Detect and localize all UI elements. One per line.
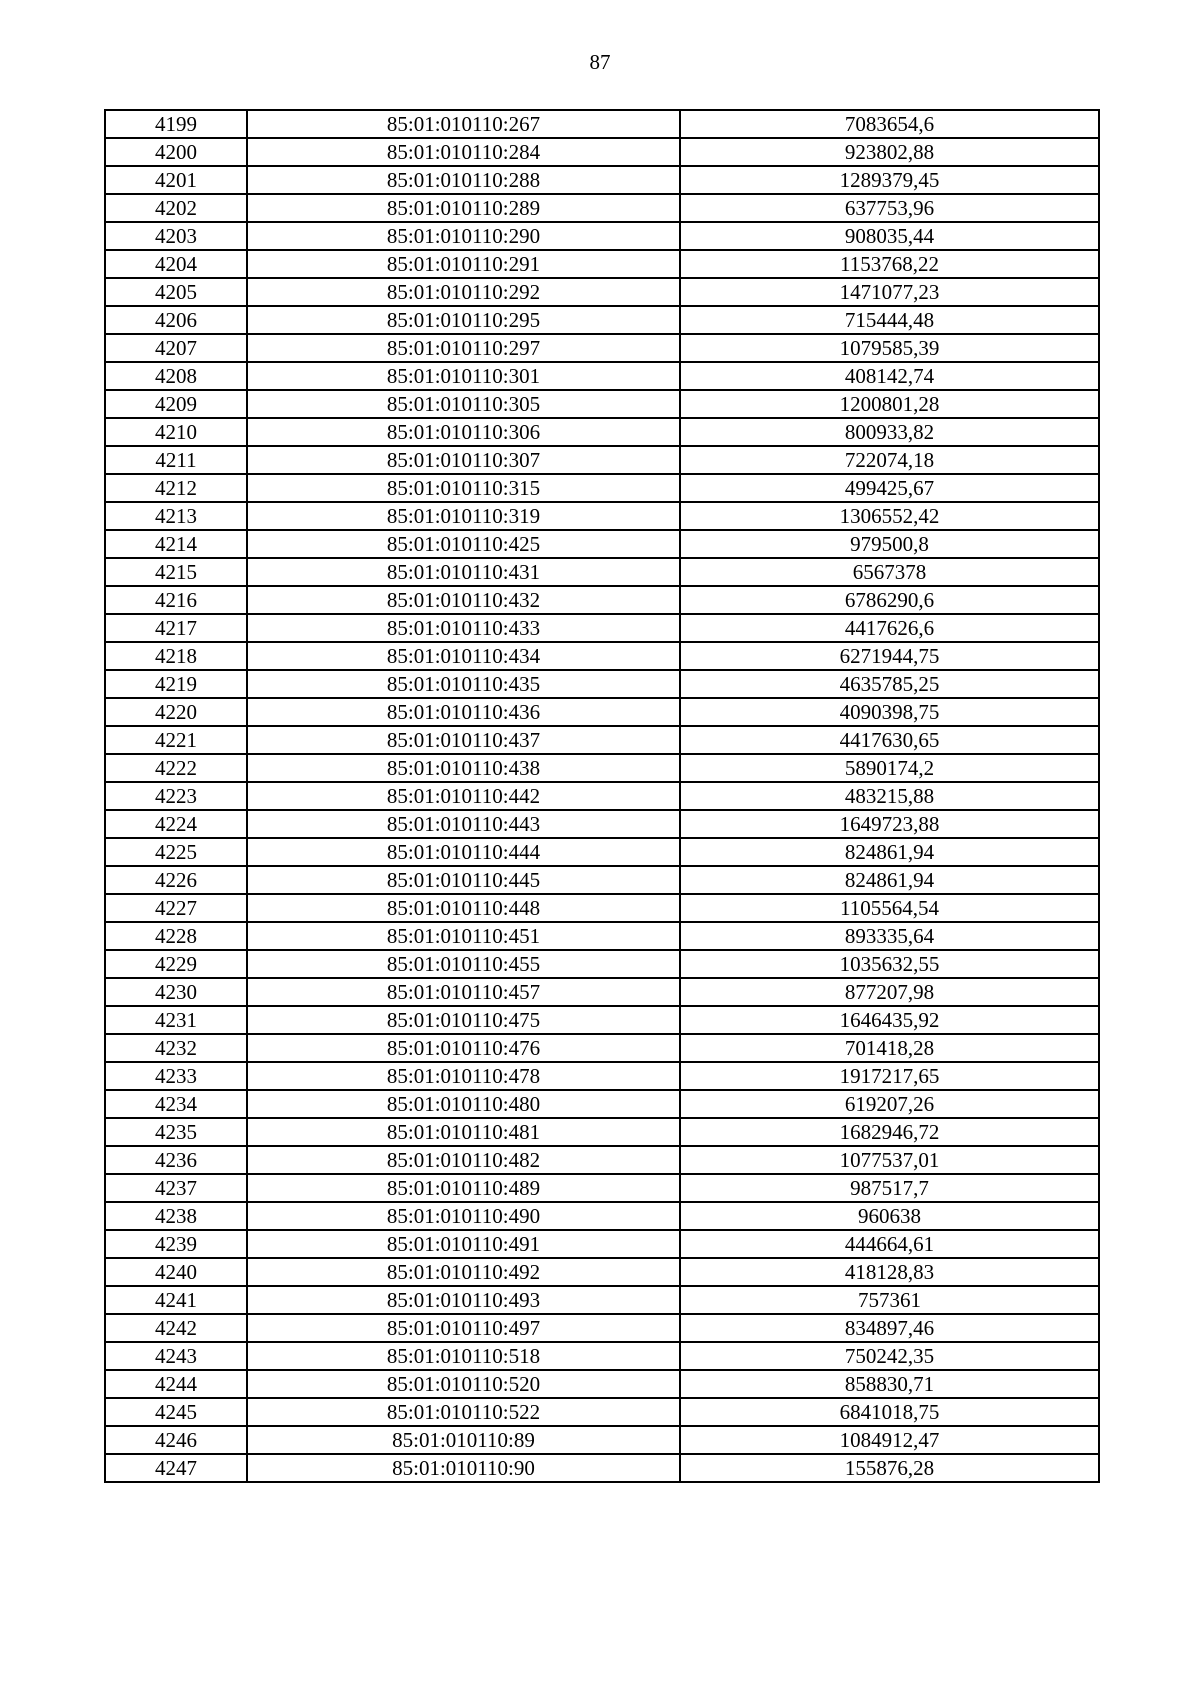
table-row [105,194,1099,222]
row-number-cell: 4241 [105,1286,247,1314]
cadastral-value-cell: 1084912,47 [680,1426,1099,1454]
cadastral-number-cell: 85:01:010110:493 [247,1286,680,1314]
cadastral-number-cell: 85:01:010110:291 [247,250,680,278]
cadastral-value-cell: 6786290,6 [680,586,1099,614]
cadastral-number-cell: 85:01:010110:445 [247,866,680,894]
table-row [105,950,1099,978]
table-row [105,810,1099,838]
table-row [105,1118,1099,1146]
cadastral-value-cell: 1200801,28 [680,390,1099,418]
cadastral-value-cell: 923802,88 [680,138,1099,166]
table-row [105,390,1099,418]
cadastral-value-cell: 1306552,42 [680,502,1099,530]
cadastral-number-cell: 85:01:010110:522 [247,1398,680,1426]
row-number-cell: 4222 [105,754,247,782]
row-number-cell: 4201 [105,166,247,194]
cadastral-number-cell: 85:01:010110:457 [247,978,680,1006]
cadastral-number-cell: 85:01:010110:520 [247,1370,680,1398]
row-number-cell: 4230 [105,978,247,1006]
row-number-cell: 4218 [105,642,247,670]
table-row [105,334,1099,362]
table-row [105,474,1099,502]
table-row [105,1062,1099,1090]
cadastral-value-cell: 1079585,39 [680,334,1099,362]
cadastral-number-cell: 85:01:010110:307 [247,446,680,474]
cadastral-value-cell: 750242,35 [680,1342,1099,1370]
table-row [105,754,1099,782]
row-number-cell: 4199 [105,110,247,138]
cadastral-value-cell: 6567378 [680,558,1099,586]
table-row [105,138,1099,166]
row-number-cell: 4206 [105,306,247,334]
table-row [105,866,1099,894]
cadastral-value-cell: 7083654,6 [680,110,1099,138]
cadastral-value-cell: 701418,28 [680,1034,1099,1062]
table-row [105,1454,1099,1482]
table-row [105,530,1099,558]
row-number-cell: 4236 [105,1146,247,1174]
row-number-cell: 4238 [105,1202,247,1230]
cadastral-number-cell: 85:01:010110:492 [247,1258,680,1286]
row-number-cell: 4223 [105,782,247,810]
table-row [105,922,1099,950]
row-number-cell: 4214 [105,530,247,558]
cadastral-value-cell: 960638 [680,1202,1099,1230]
table-row [105,1006,1099,1034]
cadastral-value-cell: 1471077,23 [680,278,1099,306]
cadastral-number-cell: 85:01:010110:435 [247,670,680,698]
cadastral-number-cell: 85:01:010110:305 [247,390,680,418]
cadastral-value-cell: 1105564,54 [680,894,1099,922]
cadastral-value-cell: 483215,88 [680,782,1099,810]
table-row [105,1426,1099,1454]
cadastral-value-cell: 4417626,6 [680,614,1099,642]
cadastral-number-cell: 85:01:010110:301 [247,362,680,390]
row-number-cell: 4239 [105,1230,247,1258]
table-row [105,278,1099,306]
row-number-cell: 4226 [105,866,247,894]
cadastral-number-cell: 85:01:010110:442 [247,782,680,810]
row-number-cell: 4211 [105,446,247,474]
cadastral-number-cell: 85:01:010110:497 [247,1314,680,1342]
table-row [105,1258,1099,1286]
cadastral-number-cell: 85:01:010110:482 [247,1146,680,1174]
row-number-cell: 4210 [105,418,247,446]
cadastral-number-cell: 85:01:010110:433 [247,614,680,642]
table-row [105,586,1099,614]
cadastral-value-cell: 824861,94 [680,838,1099,866]
table-row [105,558,1099,586]
row-number-cell: 4209 [105,390,247,418]
cadastral-value-cell: 1682946,72 [680,1118,1099,1146]
cadastral-number-cell: 85:01:010110:436 [247,698,680,726]
cadastral-number-cell: 85:01:010110:90 [247,1454,680,1482]
cadastral-value-cell: 1289379,45 [680,166,1099,194]
row-number-cell: 4200 [105,138,247,166]
cadastral-value-cell: 1649723,88 [680,810,1099,838]
row-number-cell: 4246 [105,1426,247,1454]
row-number-cell: 4216 [105,586,247,614]
table-row [105,1146,1099,1174]
cadastral-value-cell: 800933,82 [680,418,1099,446]
cadastral-value-cell: 6841018,75 [680,1398,1099,1426]
row-number-cell: 4205 [105,278,247,306]
cadastral-number-cell: 85:01:010110:306 [247,418,680,446]
cadastral-value-cell: 6271944,75 [680,642,1099,670]
row-number-cell: 4244 [105,1370,247,1398]
table-body [105,110,1099,1482]
cadastral-number-cell: 85:01:010110:476 [247,1034,680,1062]
cadastral-number-cell: 85:01:010110:289 [247,194,680,222]
table-row [105,1398,1099,1426]
cadastral-value-cell: 418128,83 [680,1258,1099,1286]
table-row [105,614,1099,642]
cadastral-value-cell: 715444,48 [680,306,1099,334]
table-row [105,1230,1099,1258]
row-number-cell: 4232 [105,1034,247,1062]
cadastral-number-cell: 85:01:010110:432 [247,586,680,614]
cadastral-value-cell: 877207,98 [680,978,1099,1006]
cadastral-number-cell: 85:01:010110:491 [247,1230,680,1258]
row-number-cell: 4235 [105,1118,247,1146]
table-row [105,362,1099,390]
row-number-cell: 4242 [105,1314,247,1342]
cadastral-value-cell: 824861,94 [680,866,1099,894]
cadastral-value-cell: 858830,71 [680,1370,1099,1398]
row-number-cell: 4247 [105,1454,247,1482]
cadastral-value-cell: 408142,74 [680,362,1099,390]
row-number-cell: 4202 [105,194,247,222]
cadastral-value-cell: 619207,26 [680,1090,1099,1118]
cadastral-value-cell: 1035632,55 [680,950,1099,978]
table-row [105,782,1099,810]
row-number-cell: 4234 [105,1090,247,1118]
cadastral-number-cell: 85:01:010110:480 [247,1090,680,1118]
cadastral-value-cell: 979500,8 [680,530,1099,558]
cadastral-number-cell: 85:01:010110:297 [247,334,680,362]
cadastral-value-cell: 1153768,22 [680,250,1099,278]
table-row [105,1370,1099,1398]
cadastral-number-cell: 85:01:010110:455 [247,950,680,978]
cadastral-number-cell: 85:01:010110:290 [247,222,680,250]
row-number-cell: 4227 [105,894,247,922]
table-row [105,698,1099,726]
cadastral-value-cell: 5890174,2 [680,754,1099,782]
cadastral-number-cell: 85:01:010110:451 [247,922,680,950]
cadastral-number-cell: 85:01:010110:437 [247,726,680,754]
table-row [105,1090,1099,1118]
table-row [105,418,1099,446]
table-row [105,1342,1099,1370]
cadastral-value-cell: 637753,96 [680,194,1099,222]
cadastral-number-cell: 85:01:010110:438 [247,754,680,782]
row-number-cell: 4220 [105,698,247,726]
table-row [105,250,1099,278]
row-number-cell: 4240 [105,1258,247,1286]
cadastral-number-cell: 85:01:010110:292 [247,278,680,306]
table-row [105,726,1099,754]
cadastral-number-cell: 85:01:010110:425 [247,530,680,558]
cadastral-number-cell: 85:01:010110:319 [247,502,680,530]
cadastral-number-cell: 85:01:010110:284 [247,138,680,166]
cadastral-number-cell: 85:01:010110:481 [247,1118,680,1146]
cadastral-number-cell: 85:01:010110:448 [247,894,680,922]
table-row [105,166,1099,194]
cadastral-number-cell: 85:01:010110:475 [247,1006,680,1034]
cadastral-value-cell: 722074,18 [680,446,1099,474]
row-number-cell: 4207 [105,334,247,362]
row-number-cell: 4224 [105,810,247,838]
row-number-cell: 4219 [105,670,247,698]
cadastral-number-cell: 85:01:010110:490 [247,1202,680,1230]
row-number-cell: 4203 [105,222,247,250]
cadastral-number-cell: 85:01:010110:443 [247,810,680,838]
row-number-cell: 4245 [105,1398,247,1426]
row-number-cell: 4212 [105,474,247,502]
cadastral-value-cell: 4090398,75 [680,698,1099,726]
row-number-cell: 4237 [105,1174,247,1202]
cadastral-number-cell: 85:01:010110:434 [247,642,680,670]
cadastral-value-cell: 1077537,01 [680,1146,1099,1174]
cadastral-number-cell: 85:01:010110:489 [247,1174,680,1202]
cadastral-number-cell: 85:01:010110:267 [247,110,680,138]
cadastral-value-cell: 834897,46 [680,1314,1099,1342]
row-number-cell: 4225 [105,838,247,866]
row-number-cell: 4221 [105,726,247,754]
cadastral-value-cell: 499425,67 [680,474,1099,502]
table-row [105,1174,1099,1202]
cadastral-value-cell: 4635785,25 [680,670,1099,698]
cadastral-value-cell: 155876,28 [680,1454,1099,1482]
table-row [105,1202,1099,1230]
row-number-cell: 4215 [105,558,247,586]
table-row [105,1034,1099,1062]
cadastral-value-cell: 4417630,65 [680,726,1099,754]
table-row [105,642,1099,670]
row-number-cell: 4231 [105,1006,247,1034]
row-number-cell: 4208 [105,362,247,390]
table-row [105,446,1099,474]
row-number-cell: 4213 [105,502,247,530]
table-row [105,978,1099,1006]
cadastral-number-cell: 85:01:010110:431 [247,558,680,586]
row-number-cell: 4204 [105,250,247,278]
cadastral-value-cell: 1646435,92 [680,1006,1099,1034]
table-row [105,110,1099,138]
table-row [105,502,1099,530]
cadastral-number-cell: 85:01:010110:89 [247,1426,680,1454]
cadastral-value-cell: 757361 [680,1286,1099,1314]
table-row [105,1286,1099,1314]
cadastral-number-cell: 85:01:010110:315 [247,474,680,502]
row-number-cell: 4229 [105,950,247,978]
row-number-cell: 4217 [105,614,247,642]
table-row [105,838,1099,866]
page-number: 87 [589,50,611,74]
cadastral-value-cell: 908035,44 [680,222,1099,250]
cadastral-number-cell: 85:01:010110:288 [247,166,680,194]
row-number-cell: 4228 [105,922,247,950]
cadastral-value-cell: 893335,64 [680,922,1099,950]
cadastral-number-cell: 85:01:010110:295 [247,306,680,334]
cadastral-value-cell: 987517,7 [680,1174,1099,1202]
cadastral-value-cell: 444664,61 [680,1230,1099,1258]
cadastral-number-cell: 85:01:010110:478 [247,1062,680,1090]
cadastral-number-cell: 85:01:010110:444 [247,838,680,866]
table-row [105,1314,1099,1342]
row-number-cell: 4233 [105,1062,247,1090]
table-row [105,222,1099,250]
table-row [105,670,1099,698]
cadastral-value-table [104,109,1100,1483]
cadastral-number-cell: 85:01:010110:518 [247,1342,680,1370]
table-row [105,894,1099,922]
cadastral-value-cell: 1917217,65 [680,1062,1099,1090]
table-row [105,306,1099,334]
row-number-cell: 4243 [105,1342,247,1370]
